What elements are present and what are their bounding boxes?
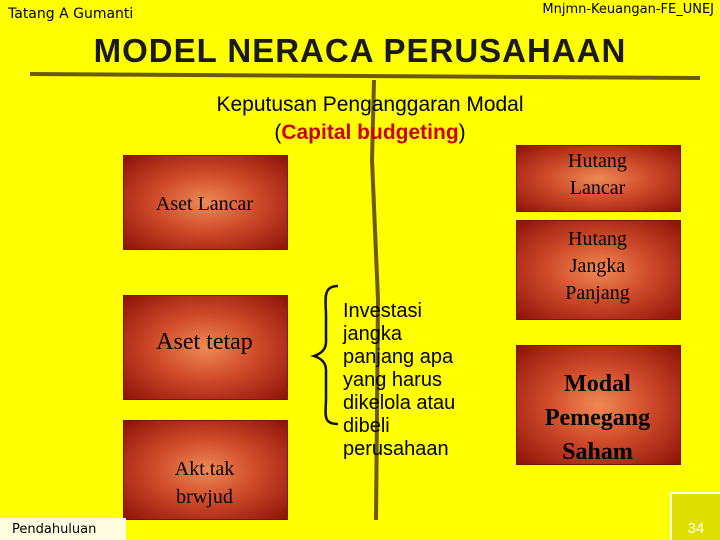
note-line: panjang apa — [343, 346, 454, 368]
paren-close: ) — [458, 121, 466, 144]
note-line: dibeli — [343, 415, 390, 437]
capital-budgeting-term: Capital budgeting — [281, 121, 459, 144]
investment-note — [343, 300, 455, 461]
curly-brace — [314, 286, 338, 424]
slide-title: MODEL NERACA PERUSAHAAN — [93, 32, 627, 69]
intangible-line2: brwjud — [176, 486, 233, 508]
current-assets-label: Aset Lancar — [155, 193, 254, 215]
note-line: yang harus — [343, 369, 442, 391]
author-label: Tatang A Gumanti — [8, 6, 134, 22]
longterm-line1: Hutang — [568, 228, 627, 250]
paren-open: ( — [274, 121, 282, 144]
current-liabilities-label — [516, 148, 679, 202]
footer-section-tab — [0, 518, 126, 540]
note-line: perusahaan — [343, 438, 449, 460]
footer-section-label: Pendahuluan — [12, 522, 97, 537]
note-line: Investasi — [343, 300, 422, 322]
subtitle-line1: Keputusan Penganggaran Modal — [216, 93, 524, 116]
long-term-debt-label — [516, 226, 679, 307]
intangible-line1: Akt.tak — [174, 458, 235, 480]
note-line: jangka — [343, 323, 402, 345]
equity-line3: Saham — [562, 439, 633, 465]
horizontal-divider-line — [30, 74, 700, 78]
current-liab-line1: Hutang — [568, 150, 627, 172]
course-label: Mnjmn-Keuangan-FE_UNEJ — [542, 2, 714, 17]
intangible-assets-label — [123, 455, 286, 511]
current-liab-line2: Lancar — [569, 177, 626, 199]
equity-line2: Pemegang — [544, 405, 651, 431]
subtitle-line2 — [0, 121, 720, 145]
fixed-assets-label: Aset tetap — [156, 329, 253, 355]
page-number: 34 — [687, 520, 705, 537]
equity-label — [516, 367, 679, 469]
equity-line1: Modal — [564, 371, 631, 397]
page-number-box — [670, 492, 720, 540]
longterm-line3: Panjang — [565, 282, 630, 304]
longterm-line2: Jangka — [569, 255, 626, 277]
note-line: dikelola atau — [343, 392, 456, 414]
